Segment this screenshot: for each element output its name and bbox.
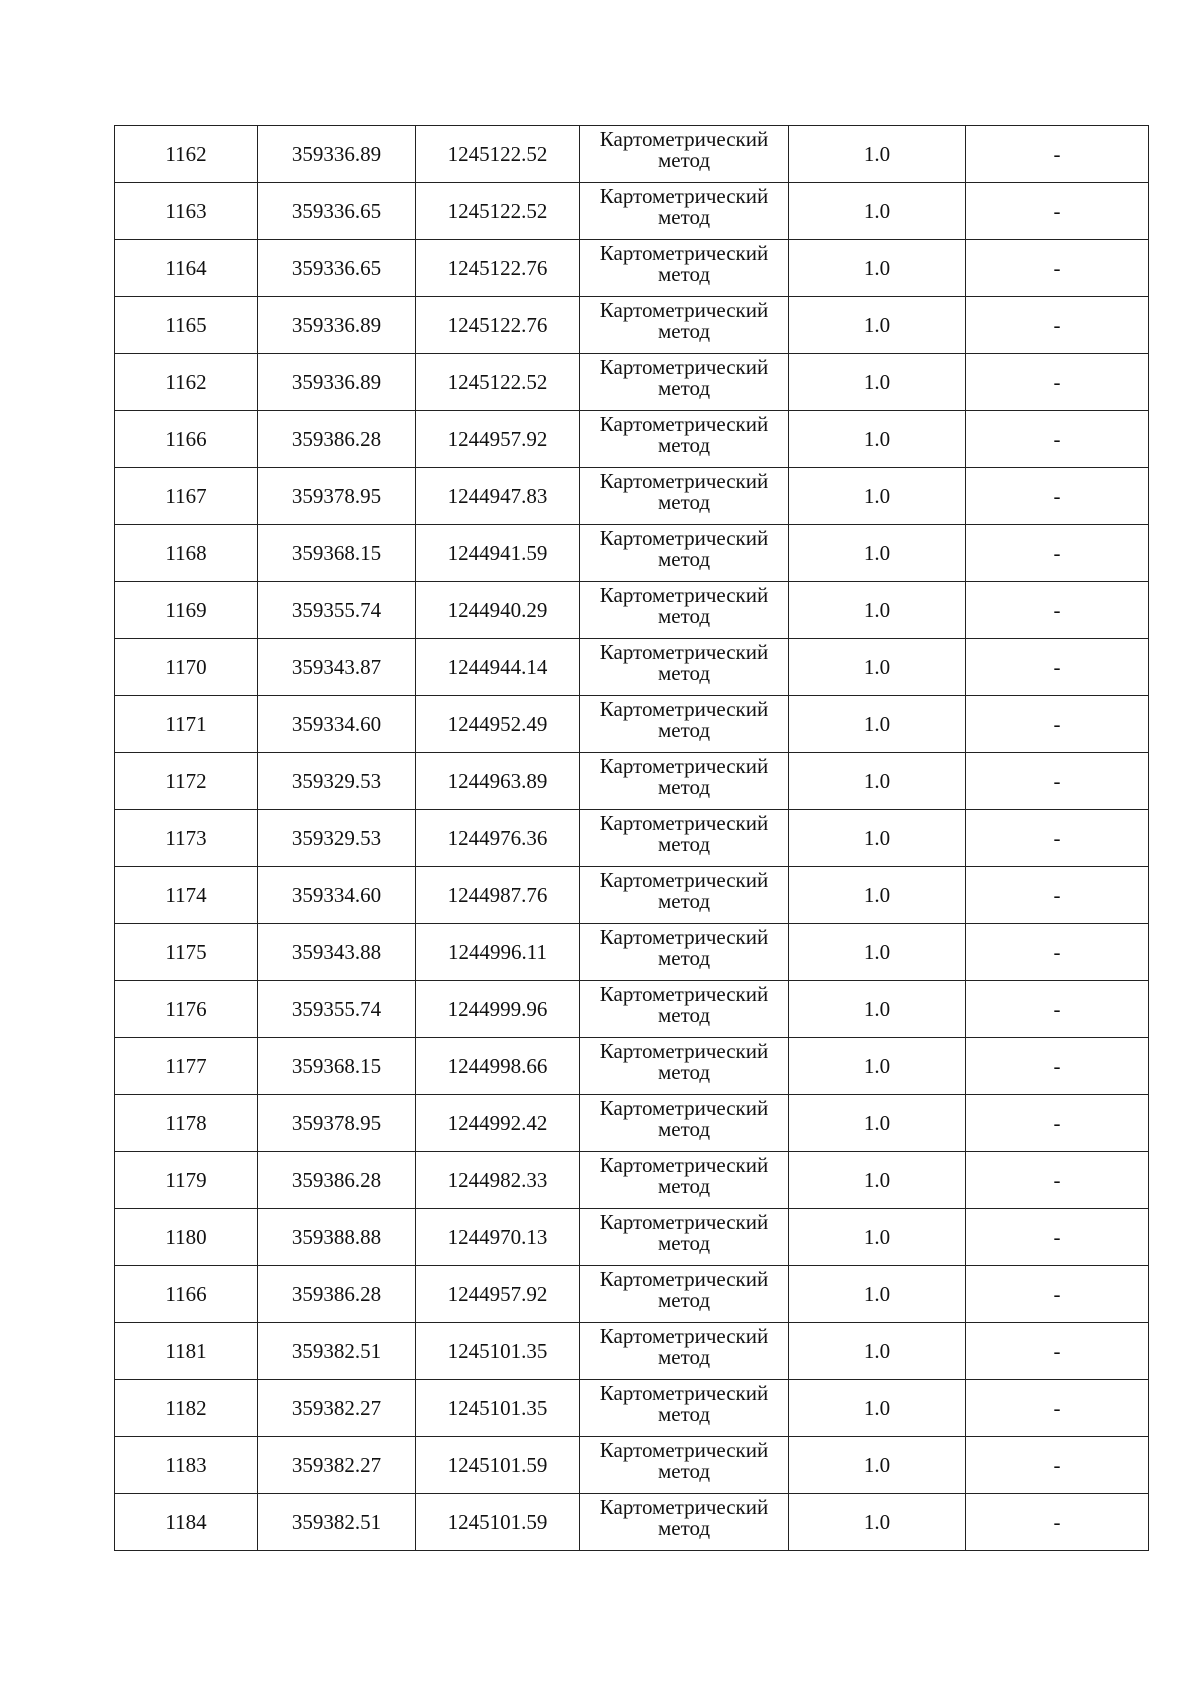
accuracy-cell: 1.0: [789, 981, 966, 1038]
accuracy-cell: 1.0: [789, 297, 966, 354]
accuracy-cell: 1.0: [789, 468, 966, 525]
accuracy-cell: 1.0: [789, 753, 966, 810]
table-row: [115, 411, 1149, 468]
point-number-cell: 1177: [115, 1038, 258, 1095]
method-line-1: Картометрический: [599, 1267, 769, 1291]
point-number-cell: 1164: [115, 240, 258, 297]
table-row: [115, 639, 1149, 696]
accuracy-cell: 1.0: [789, 1266, 966, 1323]
method-line-1: Картометрический: [599, 1381, 769, 1405]
method-line-2: метод: [657, 1402, 711, 1426]
method-line-1: Картометрический: [599, 982, 769, 1006]
method-cell: [580, 1380, 789, 1437]
method-line-2: метод: [657, 1516, 711, 1540]
note-cell: -: [966, 525, 1149, 582]
x-coordinate-cell: 359343.88: [258, 924, 416, 981]
y-coordinate-cell: 1244963.89: [416, 753, 580, 810]
y-coordinate-cell: 1244952.49: [416, 696, 580, 753]
point-number-cell: 1175: [115, 924, 258, 981]
method-line-1: Картометрический: [599, 298, 769, 322]
method-line-1: Картометрический: [599, 1210, 769, 1234]
method-cell: [580, 639, 789, 696]
point-number-cell: 1184: [115, 1494, 258, 1551]
y-coordinate-cell: 1245101.35: [416, 1323, 580, 1380]
y-coordinate-cell: 1245122.76: [416, 240, 580, 297]
method-line-1: Картометрический: [599, 754, 769, 778]
point-number-cell: 1162: [115, 126, 258, 183]
point-number-cell: 1174: [115, 867, 258, 924]
method-cell: [580, 126, 789, 183]
note-cell: -: [966, 468, 1149, 525]
table-row: [115, 867, 1149, 924]
point-number-cell: 1173: [115, 810, 258, 867]
accuracy-cell: 1.0: [789, 1380, 966, 1437]
method-cell: [580, 810, 789, 867]
x-coordinate-cell: 359368.15: [258, 525, 416, 582]
x-coordinate-cell: 359355.74: [258, 582, 416, 639]
note-cell: -: [966, 1038, 1149, 1095]
point-number-cell: 1166: [115, 1266, 258, 1323]
accuracy-cell: 1.0: [789, 1095, 966, 1152]
y-coordinate-cell: 1245122.76: [416, 297, 580, 354]
note-cell: -: [966, 126, 1149, 183]
accuracy-cell: 1.0: [789, 525, 966, 582]
point-number-cell: 1172: [115, 753, 258, 810]
table-row: [115, 924, 1149, 981]
y-coordinate-cell: 1244947.83: [416, 468, 580, 525]
table-row: [115, 810, 1149, 867]
method-line-2: метод: [657, 1231, 711, 1255]
note-cell: -: [966, 1095, 1149, 1152]
method-cell: [580, 1266, 789, 1323]
table-row: [115, 1437, 1149, 1494]
table-row: [115, 468, 1149, 525]
y-coordinate-cell: 1244982.33: [416, 1152, 580, 1209]
method-line-1: Картометрический: [599, 697, 769, 721]
table-row: [115, 354, 1149, 411]
method-cell: [580, 297, 789, 354]
accuracy-cell: 1.0: [789, 810, 966, 867]
method-line-1: Картометрический: [599, 412, 769, 436]
accuracy-cell: 1.0: [789, 867, 966, 924]
method-line-1: Картометрический: [599, 469, 769, 493]
table-row: [115, 1323, 1149, 1380]
table-row: [115, 297, 1149, 354]
y-coordinate-cell: 1244940.29: [416, 582, 580, 639]
y-coordinate-cell: 1245101.59: [416, 1437, 580, 1494]
x-coordinate-cell: 359334.60: [258, 867, 416, 924]
x-coordinate-cell: 359343.87: [258, 639, 416, 696]
method-line-2: метод: [657, 775, 711, 799]
x-coordinate-cell: 359382.27: [258, 1437, 416, 1494]
x-coordinate-cell: 359334.60: [258, 696, 416, 753]
note-cell: -: [966, 240, 1149, 297]
point-number-cell: 1167: [115, 468, 258, 525]
accuracy-cell: 1.0: [789, 240, 966, 297]
point-number-cell: 1170: [115, 639, 258, 696]
point-number-cell: 1179: [115, 1152, 258, 1209]
x-coordinate-cell: 359329.53: [258, 753, 416, 810]
method-line-2: метод: [657, 889, 711, 913]
method-line-2: метод: [657, 433, 711, 457]
method-line-2: метод: [657, 1345, 711, 1369]
y-coordinate-cell: 1244987.76: [416, 867, 580, 924]
method-cell: [580, 1323, 789, 1380]
y-coordinate-cell: 1245122.52: [416, 126, 580, 183]
y-coordinate-cell: 1244941.59: [416, 525, 580, 582]
point-number-cell: 1183: [115, 1437, 258, 1494]
method-line-2: метод: [657, 262, 711, 286]
method-line-1: Картометрический: [599, 127, 769, 151]
method-line-2: метод: [657, 1459, 711, 1483]
table-row: [115, 1266, 1149, 1323]
accuracy-cell: 1.0: [789, 924, 966, 981]
accuracy-cell: 1.0: [789, 183, 966, 240]
x-coordinate-cell: 359336.65: [258, 183, 416, 240]
x-coordinate-cell: 359388.88: [258, 1209, 416, 1266]
method-cell: [580, 1095, 789, 1152]
method-cell: [580, 753, 789, 810]
method-cell: [580, 183, 789, 240]
point-number-cell: 1166: [115, 411, 258, 468]
method-cell: [580, 240, 789, 297]
method-line-1: Картометрический: [599, 925, 769, 949]
table-row: [115, 1095, 1149, 1152]
accuracy-cell: 1.0: [789, 126, 966, 183]
y-coordinate-cell: 1244992.42: [416, 1095, 580, 1152]
method-line-1: Картометрический: [599, 1039, 769, 1063]
method-line-2: метод: [657, 490, 711, 514]
point-number-cell: 1165: [115, 297, 258, 354]
method-cell: [580, 696, 789, 753]
method-line-2: метод: [657, 946, 711, 970]
x-coordinate-cell: 359382.27: [258, 1380, 416, 1437]
point-number-cell: 1178: [115, 1095, 258, 1152]
method-line-2: метод: [657, 1117, 711, 1141]
method-line-1: Картометрический: [599, 1096, 769, 1120]
table-row: [115, 582, 1149, 639]
note-cell: -: [966, 810, 1149, 867]
x-coordinate-cell: 359382.51: [258, 1323, 416, 1380]
method-line-1: Картометрический: [599, 868, 769, 892]
method-line-1: Картометрический: [599, 184, 769, 208]
point-number-cell: 1162: [115, 354, 258, 411]
method-line-2: метод: [657, 319, 711, 343]
y-coordinate-cell: 1244957.92: [416, 411, 580, 468]
table-row: [115, 525, 1149, 582]
method-line-2: метод: [657, 376, 711, 400]
method-line-1: Картометрический: [599, 355, 769, 379]
method-cell: [580, 1038, 789, 1095]
x-coordinate-cell: 359378.95: [258, 468, 416, 525]
point-number-cell: 1176: [115, 981, 258, 1038]
accuracy-cell: 1.0: [789, 354, 966, 411]
y-coordinate-cell: 1244944.14: [416, 639, 580, 696]
table-row: [115, 240, 1149, 297]
note-cell: -: [966, 582, 1149, 639]
method-line-1: Картометрический: [599, 1153, 769, 1177]
method-line-2: метод: [657, 1060, 711, 1084]
method-line-2: метод: [657, 1003, 711, 1027]
y-coordinate-cell: 1244999.96: [416, 981, 580, 1038]
x-coordinate-cell: 359368.15: [258, 1038, 416, 1095]
y-coordinate-cell: 1244957.92: [416, 1266, 580, 1323]
table-row: [115, 753, 1149, 810]
method-cell: [580, 867, 789, 924]
method-line-2: метод: [657, 148, 711, 172]
point-number-cell: 1171: [115, 696, 258, 753]
x-coordinate-cell: 359386.28: [258, 411, 416, 468]
table-row: [115, 126, 1149, 183]
table-row: [115, 1209, 1149, 1266]
note-cell: -: [966, 1152, 1149, 1209]
accuracy-cell: 1.0: [789, 582, 966, 639]
note-cell: -: [966, 1437, 1149, 1494]
point-number-cell: 1163: [115, 183, 258, 240]
note-cell: -: [966, 1266, 1149, 1323]
method-cell: [580, 924, 789, 981]
method-line-2: метод: [657, 661, 711, 685]
y-coordinate-cell: 1245101.35: [416, 1380, 580, 1437]
point-number-cell: 1182: [115, 1380, 258, 1437]
method-line-1: Картометрический: [599, 1438, 769, 1462]
coordinates-table-body: [115, 126, 1149, 1551]
note-cell: -: [966, 411, 1149, 468]
method-line-2: метод: [657, 205, 711, 229]
method-line-1: Картометрический: [599, 811, 769, 835]
method-cell: [580, 1209, 789, 1266]
x-coordinate-cell: 359336.65: [258, 240, 416, 297]
accuracy-cell: 1.0: [789, 1209, 966, 1266]
method-cell: [580, 1494, 789, 1551]
table-row: [115, 696, 1149, 753]
method-cell: [580, 468, 789, 525]
accuracy-cell: 1.0: [789, 1437, 966, 1494]
method-line-1: Картометрический: [599, 241, 769, 265]
table-row: [115, 1152, 1149, 1209]
x-coordinate-cell: 359355.74: [258, 981, 416, 1038]
y-coordinate-cell: 1245101.59: [416, 1494, 580, 1551]
x-coordinate-cell: 359386.28: [258, 1266, 416, 1323]
method-cell: [580, 1152, 789, 1209]
accuracy-cell: 1.0: [789, 1152, 966, 1209]
y-coordinate-cell: 1245122.52: [416, 183, 580, 240]
method-cell: [580, 525, 789, 582]
table-row: [115, 981, 1149, 1038]
x-coordinate-cell: 359329.53: [258, 810, 416, 867]
method-cell: [580, 981, 789, 1038]
table-row: [115, 1494, 1149, 1551]
accuracy-cell: 1.0: [789, 411, 966, 468]
point-number-cell: 1168: [115, 525, 258, 582]
method-cell: [580, 1437, 789, 1494]
note-cell: -: [966, 354, 1149, 411]
y-coordinate-cell: 1245122.52: [416, 354, 580, 411]
note-cell: -: [966, 867, 1149, 924]
point-number-cell: 1169: [115, 582, 258, 639]
accuracy-cell: 1.0: [789, 696, 966, 753]
method-line-1: Картометрический: [599, 1495, 769, 1519]
method-cell: [580, 354, 789, 411]
method-line-1: Картометрический: [599, 1324, 769, 1348]
method-cell: [580, 582, 789, 639]
x-coordinate-cell: 359336.89: [258, 297, 416, 354]
y-coordinate-cell: 1244976.36: [416, 810, 580, 867]
table-row: [115, 1038, 1149, 1095]
coordinates-table: [114, 125, 1149, 1551]
table-row: [115, 183, 1149, 240]
note-cell: -: [966, 297, 1149, 354]
y-coordinate-cell: 1244998.66: [416, 1038, 580, 1095]
method-line-1: Картометрический: [599, 526, 769, 550]
accuracy-cell: 1.0: [789, 1038, 966, 1095]
method-line-2: метод: [657, 1288, 711, 1312]
method-line-2: метод: [657, 832, 711, 856]
y-coordinate-cell: 1244970.13: [416, 1209, 580, 1266]
point-number-cell: 1180: [115, 1209, 258, 1266]
accuracy-cell: 1.0: [789, 1494, 966, 1551]
method-cell: [580, 411, 789, 468]
note-cell: -: [966, 753, 1149, 810]
accuracy-cell: 1.0: [789, 1323, 966, 1380]
note-cell: -: [966, 183, 1149, 240]
y-coordinate-cell: 1244996.11: [416, 924, 580, 981]
point-number-cell: 1181: [115, 1323, 258, 1380]
x-coordinate-cell: 359382.51: [258, 1494, 416, 1551]
note-cell: -: [966, 696, 1149, 753]
method-line-1: Картометрический: [599, 583, 769, 607]
method-line-2: метод: [657, 547, 711, 571]
note-cell: -: [966, 981, 1149, 1038]
x-coordinate-cell: 359386.28: [258, 1152, 416, 1209]
x-coordinate-cell: 359336.89: [258, 126, 416, 183]
note-cell: -: [966, 1494, 1149, 1551]
note-cell: -: [966, 639, 1149, 696]
note-cell: -: [966, 1209, 1149, 1266]
method-line-2: метод: [657, 718, 711, 742]
table-row: [115, 1380, 1149, 1437]
x-coordinate-cell: 359378.95: [258, 1095, 416, 1152]
method-line-1: Картометрический: [599, 640, 769, 664]
note-cell: -: [966, 1323, 1149, 1380]
accuracy-cell: 1.0: [789, 639, 966, 696]
x-coordinate-cell: 359336.89: [258, 354, 416, 411]
note-cell: -: [966, 1380, 1149, 1437]
method-line-2: метод: [657, 604, 711, 628]
note-cell: -: [966, 924, 1149, 981]
method-line-2: метод: [657, 1174, 711, 1198]
